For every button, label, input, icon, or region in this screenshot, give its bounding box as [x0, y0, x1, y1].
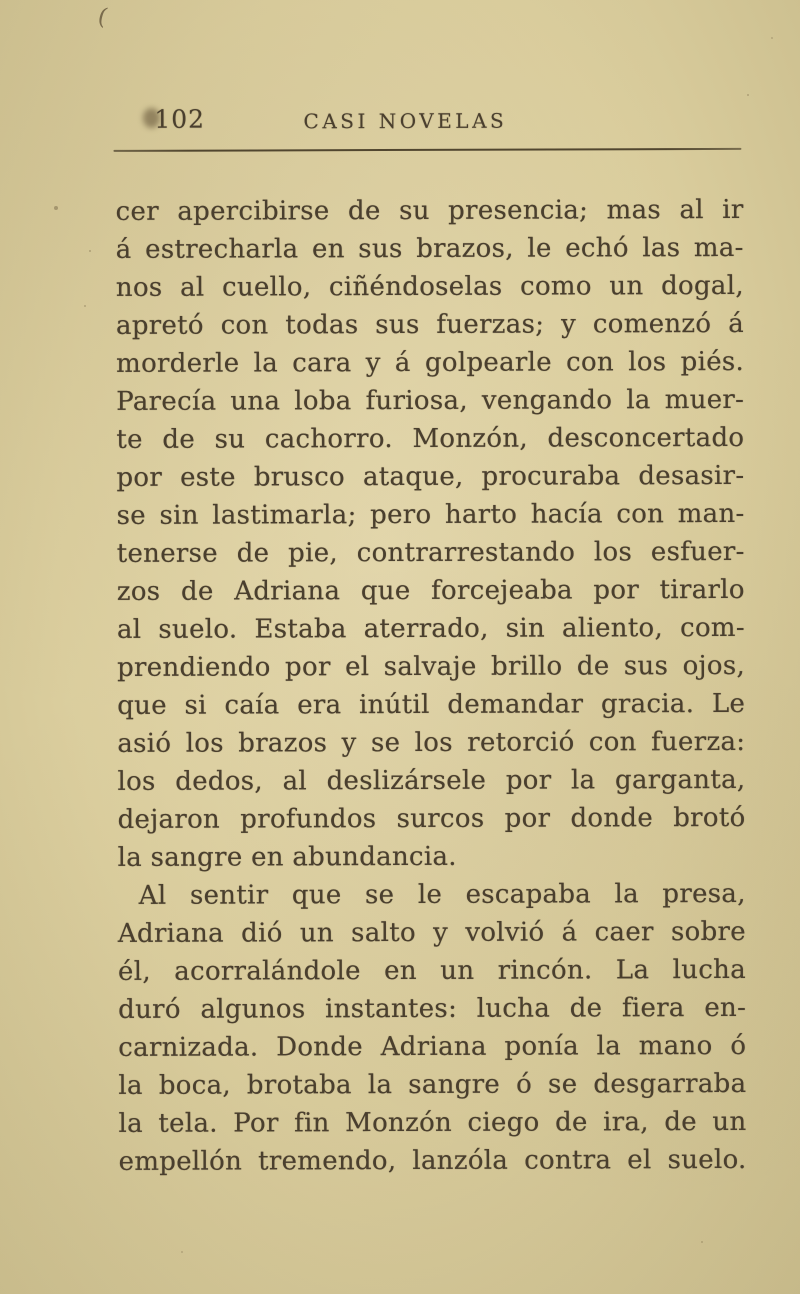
text-line: él, acorralándole en un rincón. La lucha	[117, 954, 747, 987]
text-line: asió los brazos y se los retorció con fuerza:	[117, 726, 746, 759]
text-line: nos al cuello, ciñéndoselas como un dogal,	[115, 270, 744, 303]
text-line: Parecía una loba furiosa, vengando la muer-	[116, 384, 745, 417]
text-line: por este brusco ataque, procuraba desasir-	[116, 460, 745, 493]
text-line: prendiendo por el salvaje brillo de sus ojos,	[117, 650, 746, 683]
text-line: los dedos, al deslizársele por la garganta,	[117, 764, 746, 797]
text-line: Adriana dió un salto y volvió á caer sobre	[117, 916, 746, 949]
text-line: carnizada. Donde Adriana ponía la mano ó	[118, 1030, 747, 1063]
text-line: la sangre en abundancia.	[117, 841, 457, 873]
text-line: tenerse de pie, contrarrestando los esfuer-	[116, 536, 745, 569]
text-line: apretó con todas sus fuerzas; y comenzó á	[115, 308, 745, 341]
text-line: zos de Adriana que forcejeaba por tirarlo	[116, 574, 745, 607]
page-number: 102	[154, 104, 206, 134]
text-line: duró algunos instantes: lucha de fiera en-	[118, 992, 747, 1025]
page-header	[0, 0, 798, 134]
text-line: que si caía era inútil demandar gracia. Le	[117, 688, 746, 721]
stray-pen-mark: (	[94, 3, 110, 31]
text-line: la boca, brotaba la sangre ó se desgarraba	[118, 1068, 747, 1101]
header-rule	[113, 148, 741, 152]
text-line: la tela. Por fin Monzón ciego de ira, de un	[118, 1106, 747, 1139]
text-line: Al sentir que se le escapaba la presa,	[138, 878, 746, 911]
text-line: empellón tremendo, lanzóla contra el suelo.	[118, 1144, 747, 1177]
text-line: al suelo. Estaba aterrado, sin aliento, com-	[116, 612, 745, 645]
text-line: á estrecharla en sus brazos, le echó las ma-	[115, 232, 744, 265]
running-title: CASI NOVELAS	[303, 108, 508, 134]
text-line: dejaron profundos surcos por donde brotó	[117, 802, 746, 835]
text-line: morderle la cara y á golpearle con los piés.	[116, 346, 745, 379]
text-line: te de su cachorro. Monzón, desconcertado	[116, 422, 745, 455]
page-body	[116, 191, 747, 1181]
text-line: cer apercibirse de su presencia; mas al ir	[115, 194, 744, 227]
text-line: se sin lastimarla; pero harto hacía con man-	[116, 498, 745, 531]
